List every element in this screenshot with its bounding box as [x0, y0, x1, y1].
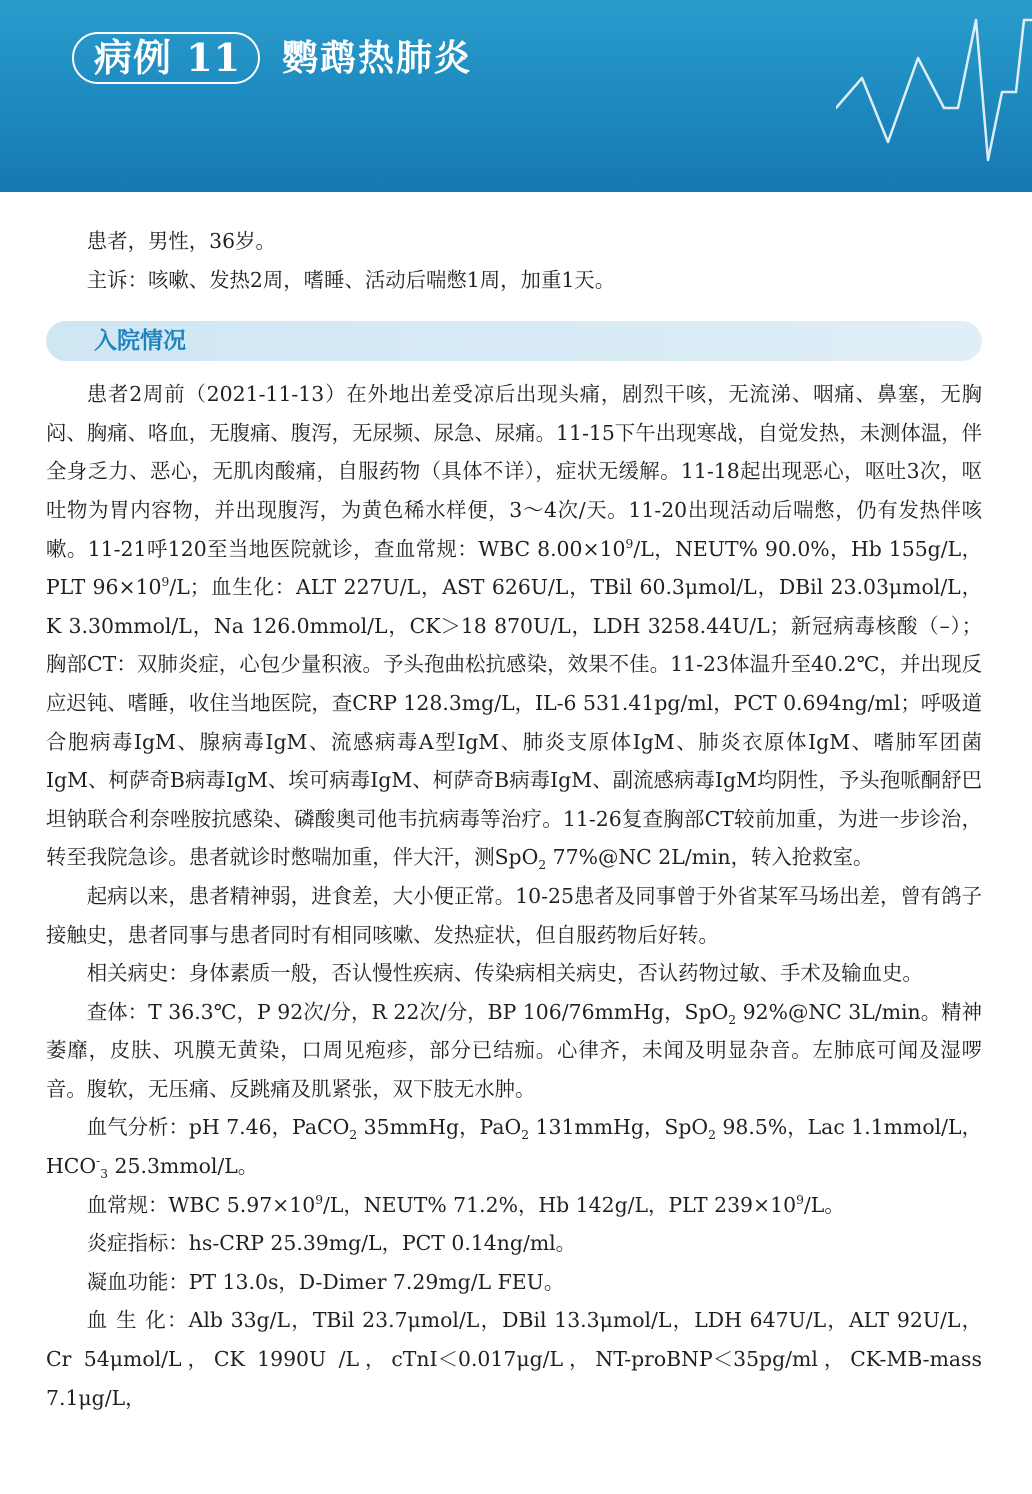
onset-paragraph: 起病以来，患者精神弱，进食差，大小便正常。10-25患者及同事曾于外省某军马场出差，曾有鸽子接触史，患者同事与患者同时有相同咳嗽、发热症状，但自服药物后好转。	[46, 883, 982, 947]
case-title: 鹦鹉热肺炎	[282, 37, 473, 79]
coagulation-paragraph: 凝血功能：PT 13.0s，D-Dimer 7.29mg/L FEU。	[86, 1269, 565, 1294]
section-heading-admission: 入院情况	[46, 321, 982, 361]
inflammation-paragraph: 炎症指标：hs-CRP 25.39mg/L，PCT 0.14ng/ml。	[86, 1231, 577, 1256]
header-banner	[0, 0, 1032, 192]
history-paragraph: 患者2周前（2021-11-13）在外地出差受凉后出现头痛，剧烈干咳，无流涕、咽痛、鼻塞，无胸闷、胸痛、咯血，无腹痛、腹泻，无尿频、尿急、尿痛。11-15下午出现寒战，自觉发热，未测体温，伴全身乏力、恶心，无肌肉酸痛，自服药物（具体不详），症状无缓解。11-18起出现恶心，呕吐3次，呕吐物为胃内容物，并出现腹泻，为黄色稀水样便，3～4次/天。11-20出现活动后喘憋，仍有发热伴咳嗽。11-21呼120至当地医院就诊，查血常规：WBC $8.00\times 10^9/L$，NEUT% 90.0%，Hb 155g/L，PLT $96\times 10^9/L$；血生化：ALT 227U/L，AST 626U/L，TBil 60.3μmol/L，DBil 23.03μmol/L，K 3.30mmol/L，Na 126.0mmol/L，CK＞18 870U/L，LDH 3258.44U/L；新冠病毒核酸（–）；胸部CT：双肺炎症，心包少量积液。予头孢曲松抗感染，效果不佳。11-23体温升至40.2℃，并出现反应迟钝、嗜睡，收住当地医院，查CRP 128.3mg/L，IL-6 531.41pg/ml，PCT 0.694ng/ml；呼吸道合胞病毒IgM、腺病毒IgM、流感病毒A型IgM、肺炎支原体IgM、肺炎衣原体IgM、嗜肺军团菌IgM、柯萨奇B病毒IgM、埃可病毒IgM、柯萨奇B病毒IgM、副流感病毒IgM均阴性，予头孢哌酮舒巴坦钠联合利奈唑胺抗感染、磷酸奥司他韦抗病毒等治疗。11-26复查胸部CT较前加重，为进一步诊治，转至我院急诊。患者就诊时憋喘加重，伴大汗，测SpO$_2$ 77%@NC 2L/min，转入抢救室。	[46, 382, 982, 873]
cbc-paragraph: 血常规：WBC $5.97\times 10^9/L$，NEUT% 71.2%，Hb 142g/L，PLT $239\times 10^9/L$。	[86, 1192, 845, 1217]
blood-gas-paragraph: 血气分析：pH 7.46，PaCO$_2$ 35mmHg，PaO$_2$ 131mmHg，SpO$_2$ 98.5%，Lac 1.1mmol/L，$HCO^-_3$ 25.3mmol/L。	[46, 1115, 982, 1182]
physical-exam-paragraph: 查体：T 36.3℃，P 92次/分，R 22次/分，BP 106/76mmHg，SpO$_2$ 92%@NC 3L/min。精神萎靡，皮肤、巩膜无黄染，口周见疱疹，部分已结痂。心律齐，未闻及明显杂音。左肺底可闻及湿啰音。腹软，无压痛、反跳痛及肌紧张，双下肢无水肿。	[46, 999, 983, 1101]
chief-complaint: 主诉：咳嗽、发热2周，嗜睡、活动后喘憋1周，加重1天。	[86, 267, 616, 292]
ecg-wave-icon	[0, 0, 1032, 192]
patient-info: 患者，男性，36岁。	[86, 229, 276, 253]
related-history-paragraph: 相关病史：身体素质一般，否认慢性疾病、传染病相关病史，否认药物过敏、手术及输血史。	[86, 961, 923, 986]
biochemistry-paragraph: 血 生 化：Alb 33g/L，TBil 23.7μmol/L，DBil 13.3μmol/L，LDH 647U/L，ALT 92U/L，Cr 54μmol/L，CK 1990U /L，cTnI＜0.017μg/L，NT-proBNP＜35pg/ml，CK-MB-mass 7.1μg/L，	[46, 1308, 982, 1410]
document-body	[46, 222, 982, 1417]
case-number: 病例 11	[94, 35, 242, 80]
